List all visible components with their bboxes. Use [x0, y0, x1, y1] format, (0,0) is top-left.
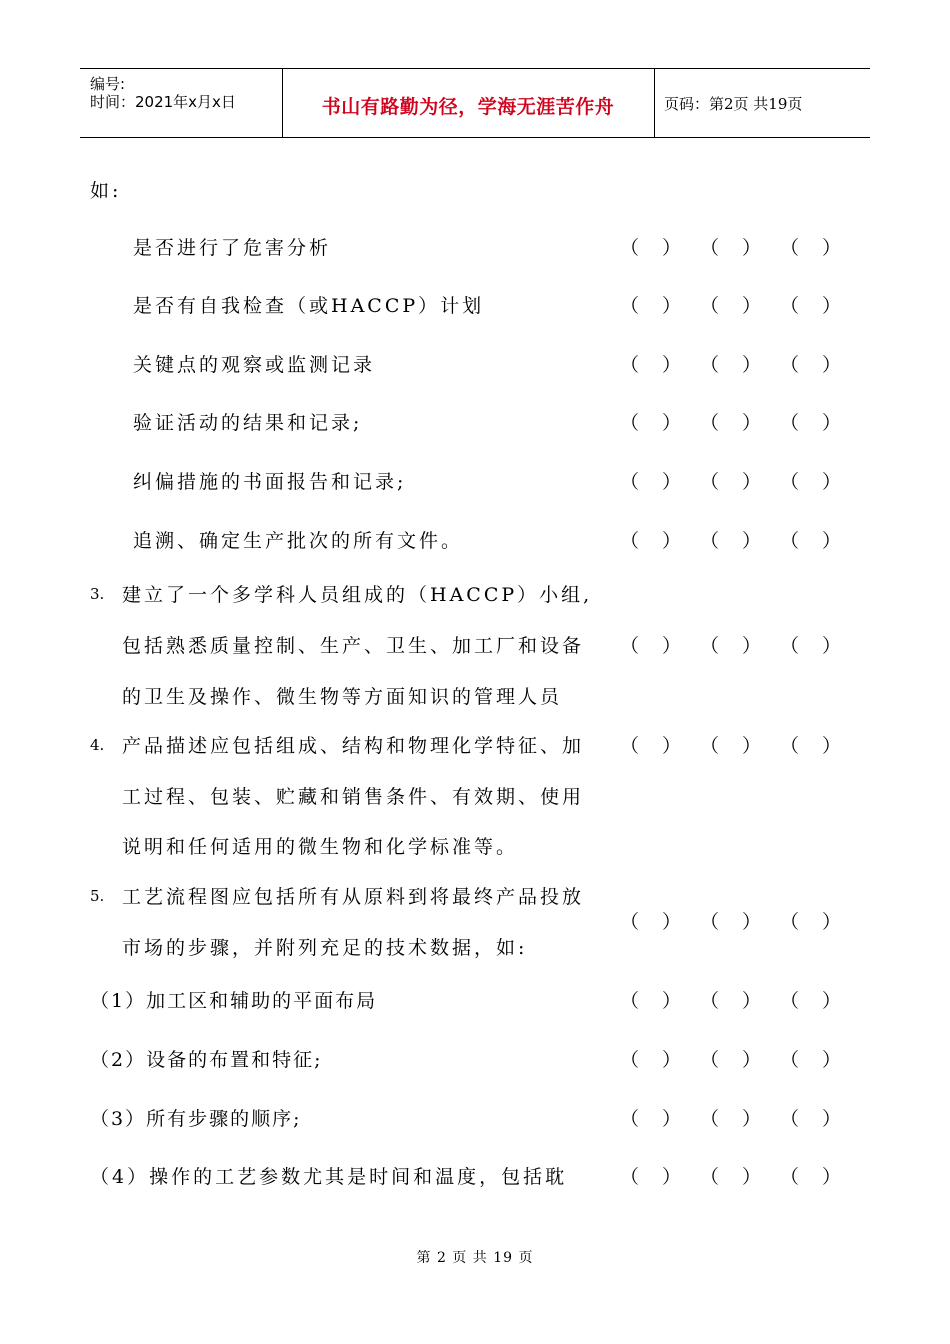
item5-line: 工艺流程图应包括所有从原料到将最终产品投放: [122, 886, 585, 908]
answer-brackets: [620, 350, 840, 377]
bracket-close: ）: [662, 990, 682, 1012]
check-item: 验证活动的结果和记录;: [133, 412, 363, 434]
bracket-close: ）: [742, 1166, 762, 1188]
bracket-close: ）: [662, 735, 682, 757]
bracket-open: （: [780, 295, 800, 317]
bracket-close: ）: [822, 237, 842, 259]
bracket-open: （: [780, 1166, 800, 1188]
answer-bracket-pair: [700, 731, 780, 758]
header-right-cell: [655, 69, 870, 137]
item4-line: 说明和任何适用的微生物和化学标准等。: [122, 836, 519, 858]
header-center-cell: [282, 69, 655, 137]
bracket-open: （: [620, 1049, 640, 1071]
bracket-close: ）: [822, 990, 842, 1012]
bracket-close: ）: [822, 412, 842, 434]
bracket-close: ）: [742, 635, 762, 657]
document-time-label: 时间：2021年x月x日: [90, 93, 236, 111]
bracket-open: （: [620, 635, 640, 657]
item3-line: 建立了一个多学科人员组成的（HACCP）小组,: [122, 584, 593, 606]
answer-bracket-pair: [620, 1104, 700, 1131]
document-number-label: 编号:: [90, 75, 126, 93]
answer-bracket-pair: [620, 986, 700, 1013]
answer-bracket-pair: [620, 907, 700, 934]
sub-item: （1）加工区和辅助的平面布局: [90, 990, 378, 1012]
bracket-open: （: [700, 1049, 720, 1071]
item3-line: 包括熟悉质量控制、生产、卫生、加工厂和设备: [122, 635, 585, 657]
bracket-open: （: [620, 911, 640, 933]
answer-bracket-pair: [700, 1162, 780, 1189]
answer-brackets: [620, 526, 840, 553]
bracket-close: ）: [822, 1049, 842, 1071]
bracket-open: （: [700, 911, 720, 933]
answer-bracket-pair: [620, 350, 700, 377]
bracket-open: （: [700, 735, 720, 757]
bracket-open: （: [620, 295, 640, 317]
bracket-close: ）: [662, 237, 682, 259]
answer-bracket-pair: [700, 350, 780, 377]
answer-bracket-pair: [700, 631, 780, 658]
answer-bracket-pair: [780, 350, 860, 377]
item4-line: 工过程、包装、贮藏和销售条件、有效期、使用: [122, 786, 585, 808]
answer-brackets: [620, 907, 840, 934]
bracket-open: （: [620, 1108, 640, 1130]
answer-bracket-pair: [700, 907, 780, 934]
bracket-open: （: [700, 295, 720, 317]
answer-bracket-pair: [700, 1104, 780, 1131]
answer-bracket-pair: [620, 631, 700, 658]
bracket-open: （: [620, 530, 640, 552]
bracket-close: ）: [742, 295, 762, 317]
bracket-open: （: [620, 735, 640, 757]
answer-bracket-pair: [700, 291, 780, 318]
answer-bracket-pair: [700, 526, 780, 553]
answer-bracket-pair: [620, 233, 700, 260]
answer-bracket-pair: [780, 1045, 860, 1072]
answer-bracket-pair: [780, 467, 860, 494]
answer-bracket-pair: [620, 1162, 700, 1189]
bracket-close: ）: [742, 990, 762, 1012]
sub-item: （3）所有步骤的顺序;: [90, 1108, 302, 1130]
answer-bracket-pair: [620, 467, 700, 494]
bracket-open: （: [700, 990, 720, 1012]
answer-bracket-pair: [780, 907, 860, 934]
bracket-close: ）: [822, 911, 842, 933]
answer-brackets: [620, 1162, 840, 1189]
header-motto: 书山有路勤为径，学海无涯苦作舟: [321, 96, 615, 118]
sub-item: （4）操作的工艺参数尤其是时间和温度，包括耽: [90, 1166, 568, 1188]
bracket-close: ）: [742, 237, 762, 259]
bracket-close: ）: [742, 530, 762, 552]
bracket-close: ）: [822, 530, 842, 552]
bracket-open: （: [780, 471, 800, 493]
bracket-close: ）: [822, 471, 842, 493]
page-header: [80, 68, 870, 138]
check-item: 是否有自我检查（或HACCP）计划: [133, 295, 485, 317]
bracket-open: （: [700, 237, 720, 259]
page-footer: 第 2 页 共 19 页: [416, 1250, 534, 1266]
bracket-open: （: [780, 354, 800, 376]
bracket-close: ）: [742, 735, 762, 757]
item-number: 3.: [90, 585, 105, 603]
answer-bracket-pair: [780, 291, 860, 318]
bracket-close: ）: [662, 295, 682, 317]
bracket-open: （: [780, 735, 800, 757]
bracket-open: （: [780, 237, 800, 259]
bracket-close: ）: [742, 471, 762, 493]
answer-brackets: [620, 1045, 840, 1072]
bracket-open: （: [620, 412, 640, 434]
bracket-open: （: [780, 412, 800, 434]
bracket-close: ）: [822, 1108, 842, 1130]
bracket-close: ）: [742, 911, 762, 933]
answer-bracket-pair: [780, 408, 860, 435]
bracket-close: ）: [662, 635, 682, 657]
answer-bracket-pair: [700, 467, 780, 494]
bracket-open: （: [700, 354, 720, 376]
header-page-number: 页码：第2页 共19页: [664, 95, 803, 113]
answer-bracket-pair: [700, 408, 780, 435]
bracket-open: （: [780, 1108, 800, 1130]
answer-brackets: [620, 467, 840, 494]
bracket-close: ）: [742, 1049, 762, 1071]
answer-bracket-pair: [780, 1162, 860, 1189]
answer-brackets: [620, 731, 840, 758]
answer-bracket-pair: [780, 1104, 860, 1131]
answer-bracket-pair: [780, 986, 860, 1013]
bracket-open: （: [780, 530, 800, 552]
answer-brackets: [620, 233, 840, 260]
answer-bracket-pair: [620, 526, 700, 553]
answer-brackets: [620, 1104, 840, 1131]
answer-brackets: [620, 986, 840, 1013]
bracket-open: （: [780, 990, 800, 1012]
check-item: 是否进行了危害分析: [133, 237, 332, 259]
bracket-open: （: [780, 911, 800, 933]
intro-text: 如:: [90, 180, 122, 202]
bracket-close: ）: [662, 911, 682, 933]
answer-bracket-pair: [620, 408, 700, 435]
bracket-open: （: [620, 990, 640, 1012]
bracket-close: ）: [662, 1166, 682, 1188]
answer-bracket-pair: [700, 1045, 780, 1072]
check-item: 关键点的观察或监测记录: [133, 354, 376, 376]
bracket-open: （: [700, 530, 720, 552]
bracket-close: ）: [662, 530, 682, 552]
bracket-open: （: [620, 354, 640, 376]
check-item: 追溯、确定生产批次的所有文件。: [133, 530, 464, 552]
bracket-close: ）: [822, 1166, 842, 1188]
bracket-close: ）: [742, 1108, 762, 1130]
header-left-cell: [80, 69, 283, 137]
check-item: 纠偏措施的书面报告和记录;: [133, 471, 407, 493]
bracket-open: （: [700, 412, 720, 434]
bracket-close: ）: [822, 295, 842, 317]
bracket-open: （: [700, 471, 720, 493]
bracket-open: （: [700, 1166, 720, 1188]
bracket-close: ）: [822, 635, 842, 657]
answer-brackets: [620, 408, 840, 435]
answer-bracket-pair: [620, 291, 700, 318]
bracket-close: ）: [742, 412, 762, 434]
sub-item: （2）设备的布置和特征;: [90, 1049, 323, 1071]
answer-bracket-pair: [700, 986, 780, 1013]
answer-bracket-pair: [620, 1045, 700, 1072]
bracket-open: （: [780, 1049, 800, 1071]
item5-line: 市场的步骤，并附列充足的技术数据，如:: [122, 937, 528, 959]
answer-brackets: [620, 631, 840, 658]
bracket-close: ）: [742, 354, 762, 376]
bracket-close: ）: [662, 1049, 682, 1071]
answer-brackets: [620, 291, 840, 318]
bracket-close: ）: [662, 354, 682, 376]
bracket-close: ）: [822, 735, 842, 757]
answer-bracket-pair: [620, 731, 700, 758]
bracket-close: ）: [662, 1108, 682, 1130]
bracket-close: ）: [662, 471, 682, 493]
answer-bracket-pair: [780, 526, 860, 553]
bracket-open: （: [700, 635, 720, 657]
bracket-close: ）: [662, 412, 682, 434]
bracket-open: （: [700, 1108, 720, 1130]
item-number: 4.: [90, 736, 105, 754]
answer-bracket-pair: [700, 233, 780, 260]
item3-line: 的卫生及操作、微生物等方面知识的管理人员: [122, 686, 563, 708]
item4-line: 产品描述应包括组成、结构和物理化学特征、加: [122, 735, 585, 757]
answer-bracket-pair: [780, 731, 860, 758]
bracket-close: ）: [822, 354, 842, 376]
item-number: 5.: [90, 887, 105, 905]
bracket-open: （: [620, 471, 640, 493]
bracket-open: （: [620, 1166, 640, 1188]
bracket-open: （: [780, 635, 800, 657]
bracket-open: （: [620, 237, 640, 259]
answer-bracket-pair: [780, 631, 860, 658]
answer-bracket-pair: [780, 233, 860, 260]
